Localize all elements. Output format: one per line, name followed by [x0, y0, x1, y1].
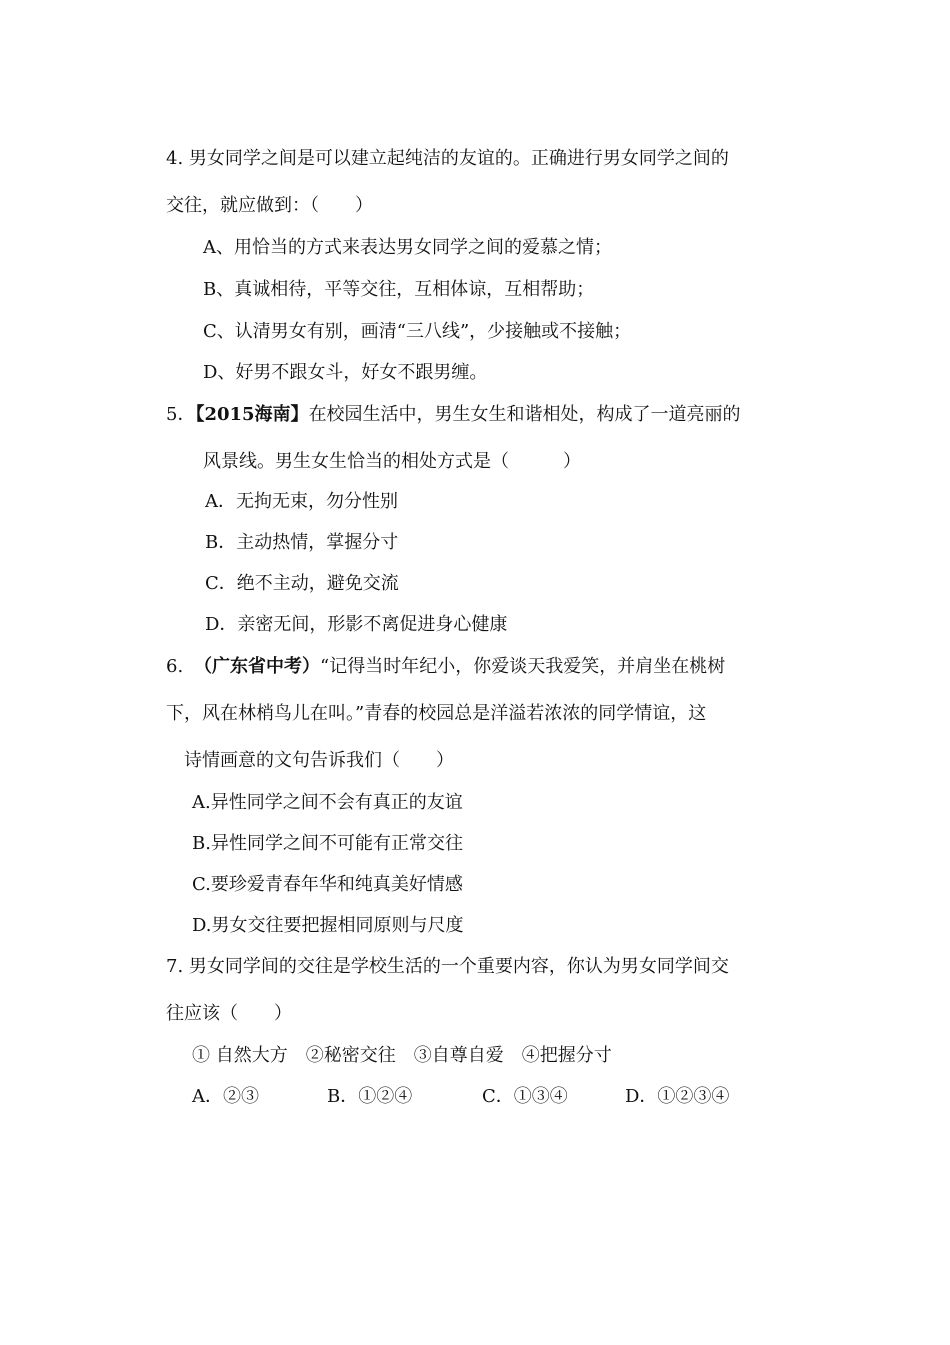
q4-option-b: B、真诚相待，平等交往，互相体谅，互相帮助； [203, 279, 595, 300]
q4-option-c: C、认清男女有别，画清“三八线”，少接触或不接触； [203, 321, 632, 342]
q6-option-d: D.男女交往要把握相同原则与尺度 [192, 915, 464, 936]
q7-choice-a: A．②③ [192, 1086, 259, 1107]
q6-option-c: C.要珍爱青春年华和纯真美好情感 [192, 874, 463, 895]
q5-option-a: A．无拘无束，勿分性别 [205, 491, 398, 512]
q5-option-b: B．主动热情，掌握分寸 [205, 532, 399, 553]
q5-stem-text: 在校园生活中，男生女生和谐相处，构成了一道亮丽的 [308, 404, 741, 425]
q4-stem-line-2: 交往，就应做到：（ ） [166, 195, 373, 216]
q7-stem-line-1: 7. 男女同学间的交往是学校生活的一个重要内容，你认为男女同学间交 [166, 956, 729, 977]
q6-stem-line-1 [166, 656, 725, 678]
q6-number: 6. [166, 656, 184, 677]
q7-choice-c: C．①③④ [482, 1086, 568, 1107]
q7-choice-b: B．①②④ [327, 1086, 413, 1107]
q4-stem-line-1: 4. 男女同学之间是可以建立起纯洁的友谊的。正确进行男女同学之间的 [166, 148, 729, 169]
q6-option-b: B.异性同学之间不可能有正常交往 [192, 833, 463, 854]
q6-stem-line-3: 诗情画意的文句告诉我们（ ） [184, 750, 454, 771]
q6-stem-line-2: 下，风在林梢鸟儿在叫。”青春的校园总是洋溢若浓浓的同学情谊，这 [166, 703, 707, 724]
q4-option-a: A、用恰当的方式来表达男女同学之间的爱慕之情； [203, 237, 612, 258]
q6-option-a: A.异性同学之间不会有真正的友谊 [192, 792, 463, 813]
q5-option-d: D．亲密无间，形影不离促进身心健康 [205, 614, 508, 635]
q7-items-line: ① 自然大方 ②秘密交往 ③自尊自爱 ④把握分寸 [192, 1045, 612, 1066]
q5-option-c: C．绝不主动，避免交流 [205, 573, 399, 594]
q4-option-d: D、好男不跟女斗，好女不跟男缠。 [203, 362, 488, 383]
q6-source-tag: （广东省中考） [194, 656, 320, 677]
q5-source-tag: 【2015海南】 [195, 404, 309, 425]
q5-stem-line-1 [166, 404, 741, 426]
q7-stem-line-2: 往应该（ ） [166, 1003, 292, 1024]
q7-choice-d: D．①②③④ [625, 1086, 730, 1107]
q5-stem-line-2: 风景线。男生女生恰当的相处方式是（ ） [203, 451, 581, 472]
q6-stem-text: “记得当时年纪小，你爱谈天我爱笑，并肩坐在桃树 [320, 656, 726, 677]
q5-number: 5． [166, 404, 196, 425]
